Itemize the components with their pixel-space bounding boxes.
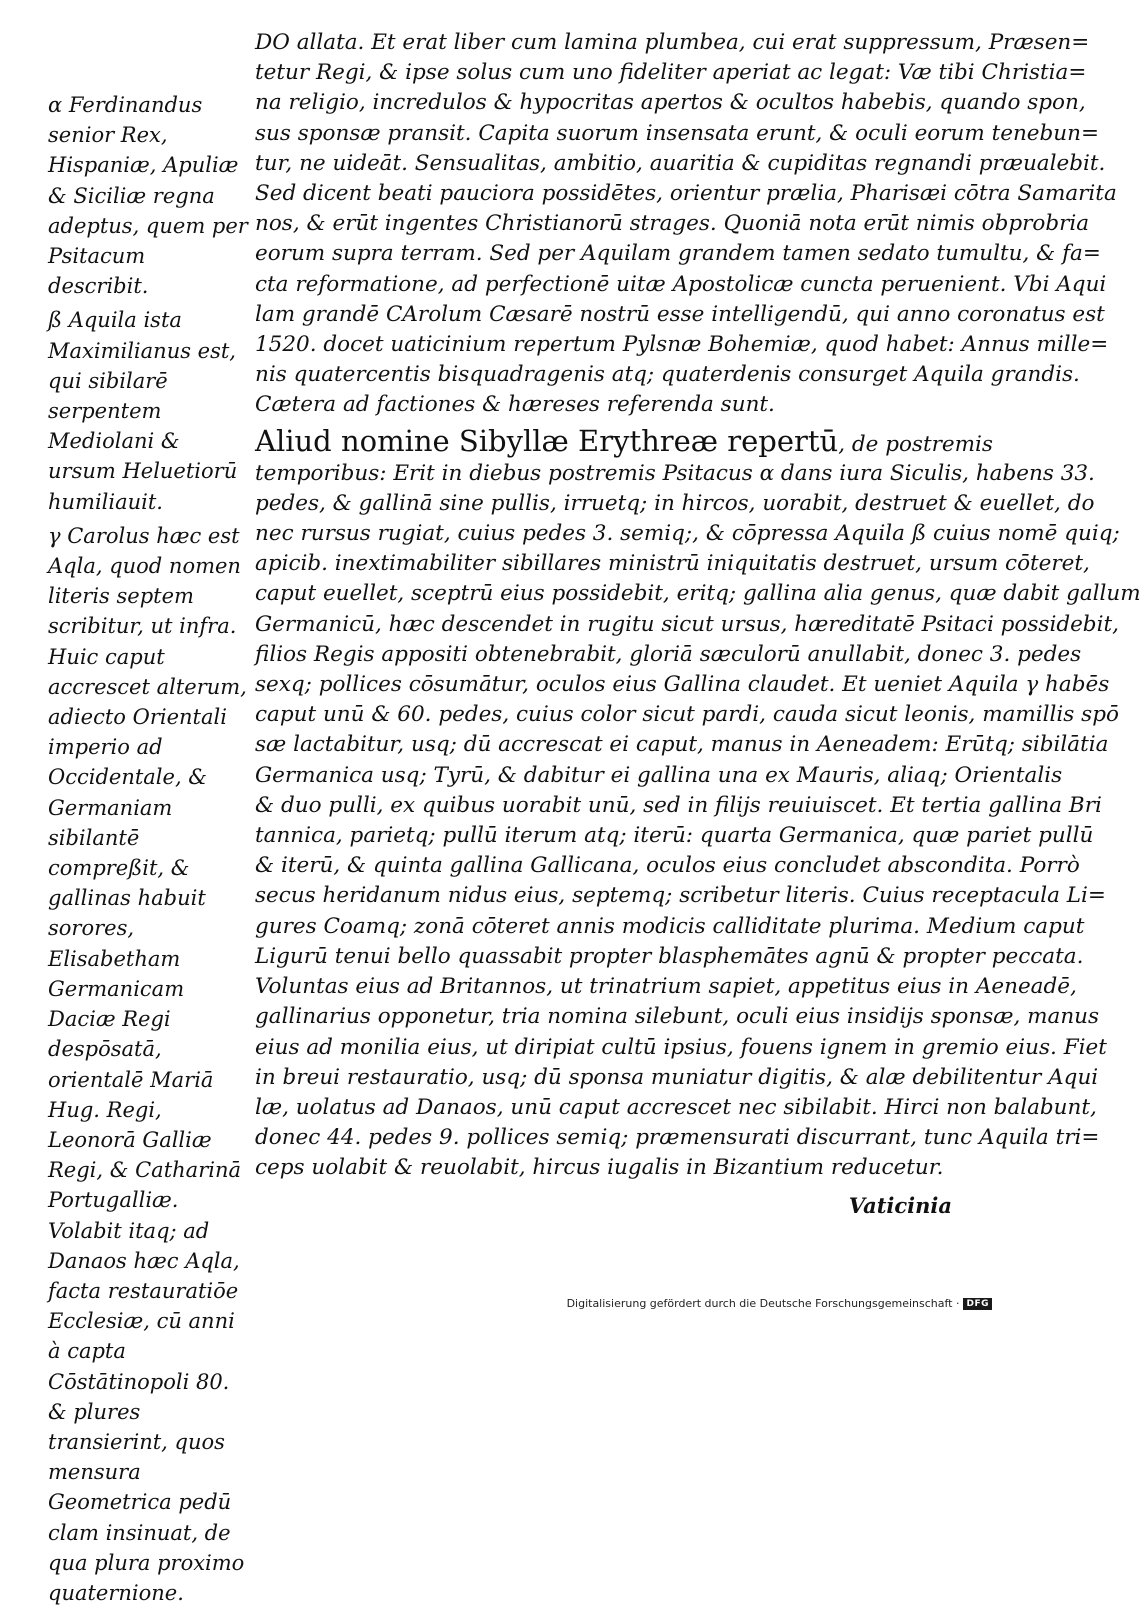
text-line: na religio, incredulos & hypocritas apertos & ocultos habebis, quando spon, — [255, 90, 1086, 116]
text-line: tetur Regi, & ipse solus cum uno fideliter aperiat ac legat: Væ tibi Christia= — [255, 60, 1087, 86]
section-heading-rest: , de postremis — [838, 431, 993, 457]
text-line: Germanicū, hæc descendet in rugitu sicut ursus, hæreditatē Psitaci possidebit, — [255, 611, 1119, 637]
text-line: Cætera ad factiones & hæreses referenda sunt. — [255, 392, 775, 418]
text-line: Voluntas eius ad Britannos, ut trinatrium sapiet, appetitus eius in Aeneadē, — [255, 974, 1077, 1000]
text-line: donec 44. pedes 9. pollices semiq; præmensurati discurrant, tunc Aquila tri= — [255, 1125, 1100, 1151]
text-line: gallinarius opponetur, tria nomina silebunt, oculi eius insidijs sponsæ, manus — [255, 1004, 1100, 1030]
text-line: nec rursus rugiat, cuius pedes 3. semiq;, & cōpressa Aquila ß cuius nomē quiq; — [255, 521, 1120, 547]
text-line: eorum supra terram. Sed per Aquilam grandem tamen sedato tumultu, & fa= — [255, 241, 1101, 267]
text-line: læ, uolatus ad Danaos, unū caput accrescet nec sibilabit. Hirci non balabunt, — [255, 1094, 1097, 1120]
text-line: caput unū & 60. pedes, cuius color sicut pardi, cauda sicut leonis, mamillis spō — [255, 702, 1119, 728]
text-line: lam grandē CArolum Cæsarē nostrū esse intelligendū, qui anno coronatus est — [255, 301, 1105, 327]
text-line: caput euellet, sceptrū eius possidebit, eritq; gallina alia genus, quæ dabit gallum — [255, 581, 1141, 607]
text-line: sæ lactabitur, usq; dū accrescat ei caput, manus in Aeneadem: Erūtq; sibilātia — [255, 732, 1109, 758]
text-line: DO allata. Et erat liber cum lamina plumbea, cui erat suppressum, Præsen= — [255, 30, 1090, 55]
text-line: tur, ne uideāt. Sensualitas, ambitio, auaritia & cupiditas regnandi præualebit. — [255, 150, 1106, 176]
text-line: tannica, parietq; pullū iterum atq; iterū: quarta Germanica, quæ pariet pullū — [255, 823, 1094, 849]
text-line: & iterū, & quinta gallina Gallicana, oculos eius concludet abscondita. Porrò — [255, 853, 1080, 879]
text-line: Ligurū tenui bello quassabit propter blasphemātes agnū & propter peccata. — [255, 943, 1084, 969]
dfg-logo: DFG — [963, 1298, 992, 1310]
text-line: pedes, & gallinā sine pullis, irruetq; in hircos, uorabit, destruet & euellet, do — [255, 490, 1095, 516]
text-line: ceps uolabit & reuolabit, hircus iugalis in Bizantium reducetur. — [255, 1155, 944, 1181]
text-line: in breui restauratio, usq; dū sponsa muniatur digitis, & alæ debilitentur Aqui — [255, 1064, 1099, 1090]
main-text — [255, 28, 1141, 1184]
text-line: temporibus: Erit in diebus postremis Psitacus α dans iura Siculis, habens 33. — [255, 460, 1095, 486]
text-line: filios Regis appositi obtenebrabit, gloriā sæculorū anullabit, donec 3. pedes — [255, 641, 1082, 667]
section-heading — [255, 423, 993, 459]
catchword: Vaticinia — [848, 1193, 952, 1218]
text-line: sexq; pollices cōsumātur, oculos eius Gallina claudet. Et ueniet Aquila γ habēs — [255, 672, 1110, 698]
text-line: cta reformatione, ad perfectionē uitæ Apostolicæ cuncta peruenient. Vbi Aqui — [255, 271, 1107, 297]
margin-notes — [48, 90, 248, 1612]
text-line: & duo pulli, ex quibus uorabit unū, sed in filijs reuiuiscet. Et tertia gallina Bri — [255, 792, 1102, 818]
digitization-footer — [567, 1297, 992, 1310]
text-line: gures Coamq; zonā cōteret annis modicis calliditate plurima. Medium caput — [255, 913, 1085, 939]
margin-note-gamma: γ Carolus hæc est Aqla, quod nomen literis septem scribitur, ut infra. Huic caput accrescet alterum, adiecto Orientali imperio ad Occidentale, & Germaniam sibilantē compreßit, & gallinas habuit sorores, Elisabetham Germanicam Daciæ Regi despōsatā, orientalē Mariā Hug. Regi, Leonorā Galliæ Regi, & Catharinā Portugalliæ. Volabit itaq; ad Danaos hæc Aqla, facta restauratiōe Ecclesiæ, cū anni à capta Cōstātinopoli 80. & plures transierint, quos mensura Geometrica pedū clam insinuat, de qua plura proximo quaternione. — [48, 523, 247, 1605]
text-line: sus sponsæ pransit. Capita suorum insensata erunt, & oculi eorum tenebun= — [255, 120, 1099, 146]
text-line: secus heridanum nidus eius, septemq; scribetur literis. Cuius receptacula Li= — [255, 883, 1106, 909]
margin-note-alpha: α Ferdinandus senior Rex, Hispaniæ, Apuliæ & Siciliæ regna adeptus, quem per Psitacum describit. — [48, 93, 248, 299]
text-line: Germanica usq; Tyrū, & dabitur ei gallina una ex Mauris, aliaq; Orientalis — [255, 762, 1063, 788]
text-line: nis quatercentis bisquadragenis atq; quaterdenis consurget Aquila grandis. — [255, 362, 1080, 388]
section-heading-large: Aliud nomine Sibyllæ Erythreæ repertū — [255, 423, 839, 458]
text-line: 1520. docet uaticinium repertum Pylsnæ Bohemiæ, quod habet: Annus mille= — [255, 332, 1109, 358]
text-line: eius ad monilia eius, ut diripiat cultū ipsius, fouens ignem in gremio eius. Fiet — [255, 1034, 1107, 1060]
margin-note-beta: ß Aquila ista Maximilianus est, qui sibilarē serpentem Mediolani & ursum Heluetiorū humiliauit. — [48, 308, 238, 514]
footer-text: Digitalisierung gefördert durch die Deutsche Forschungsgemeinschaft · — [566, 1297, 960, 1310]
text-line: Sed dicent beati pauciora possidētes, orientur prælia, Pharisæi cōtra Samarita — [255, 181, 1117, 207]
text-line: nos, & erūt ingentes Christianorū strages. Quoniā nota erūt nimis obprobria — [255, 211, 1090, 237]
text-line: apicib. inextimabiliter sibillares ministrū iniquitatis destruet, ursum cōteret, — [255, 551, 1090, 577]
